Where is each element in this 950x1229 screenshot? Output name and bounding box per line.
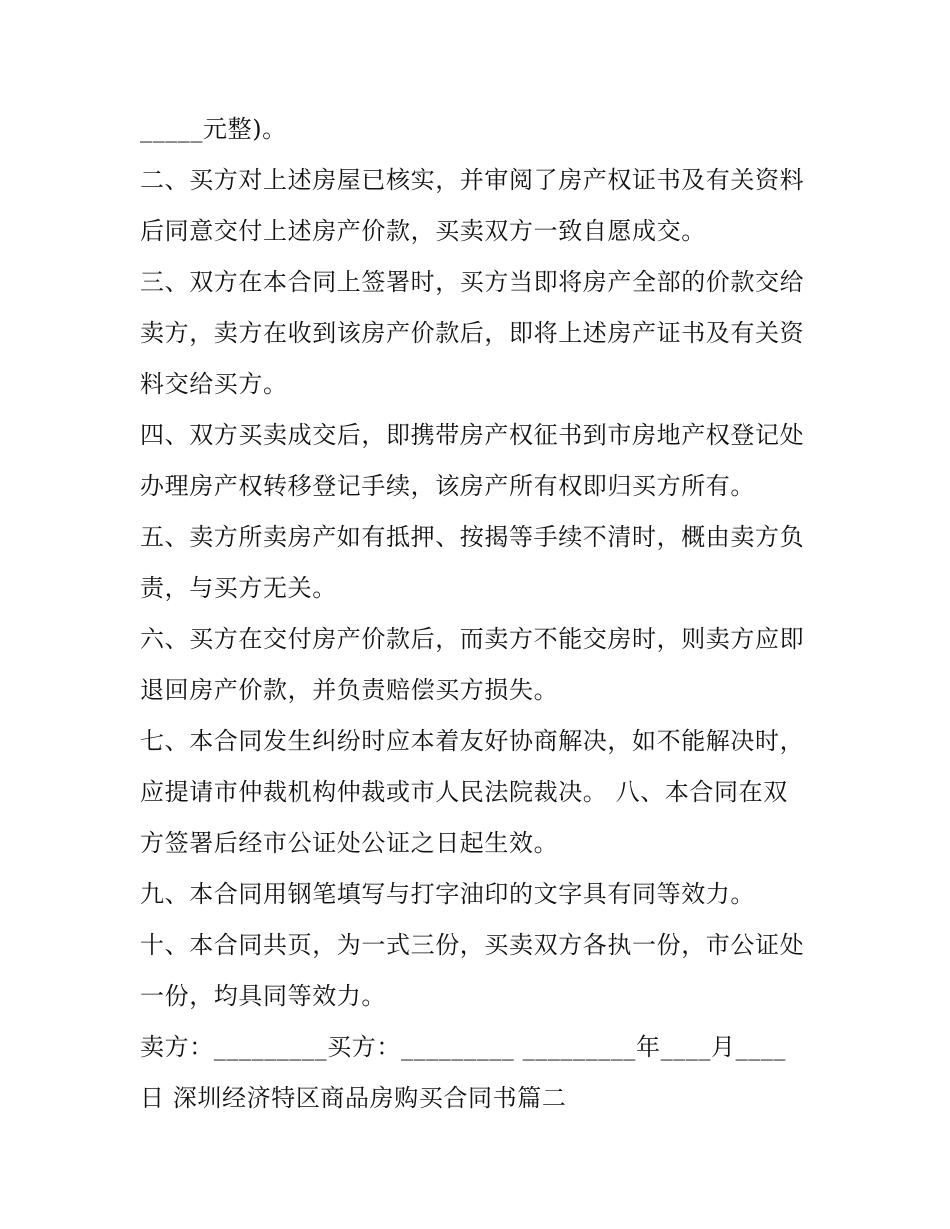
text-line: 十、本合同共页，为一式三份，买卖双方各执一份，市公证处 — [140, 931, 805, 959]
text-line: 卖方，卖方在收到该房产价款后，即将上述房产证书及有关资 — [140, 319, 805, 347]
text-line: 七、本合同发生纠纷时应本着友好协商解决，如不能解决时， — [140, 727, 805, 755]
text-line: 后同意交付上述房产价款，买卖双方一致自愿成交。 — [140, 217, 706, 245]
text-line: 五、卖方所卖房产如有抵押、按揭等手续不清时，概由卖方负 — [140, 523, 805, 551]
text-line: 二、买方对上述房屋已核实，并审阅了房产权证书及有关资料 — [140, 166, 805, 194]
text-line: 办理房产权转移登记手续，该房产所有权即归买方所有。 — [140, 472, 755, 500]
text-line: 日 深圳经济特区商品房购买合同书篇二 — [140, 1084, 567, 1112]
text-line: 应提请市仲裁机构仲裁或市人民法院裁决。 八、本合同在双 — [140, 778, 788, 806]
text-line: 料交给买方。 — [140, 370, 288, 398]
text-line: 四、双方买卖成交后，即携带房产权征书到市房地产权登记处 — [140, 421, 805, 449]
text-line: 退回房产价款，并负责赔偿买方损失。 — [140, 676, 559, 704]
text-line: 责，与买方无关。 — [140, 574, 337, 602]
signature-line: 卖方：_________买方：_________ _________年____月____ — [140, 1033, 787, 1061]
text-line: 三、双方在本合同上签署时，买方当即将房产全部的价款交给 — [140, 268, 805, 296]
text-line: 方签署后经市公证处公证之日起生效。 — [140, 829, 559, 857]
text-line: _____元整)。 — [140, 115, 287, 143]
text-line: 六、买方在交付房产价款后，而卖方不能交房时，则卖方应即 — [140, 625, 805, 653]
text-line: 九、本合同用钢笔填写与打字油印的文字具有同等效力。 — [140, 880, 755, 908]
text-line: 一份，均具同等效力。 — [140, 982, 386, 1010]
contract-text — [140, 104, 820, 1124]
